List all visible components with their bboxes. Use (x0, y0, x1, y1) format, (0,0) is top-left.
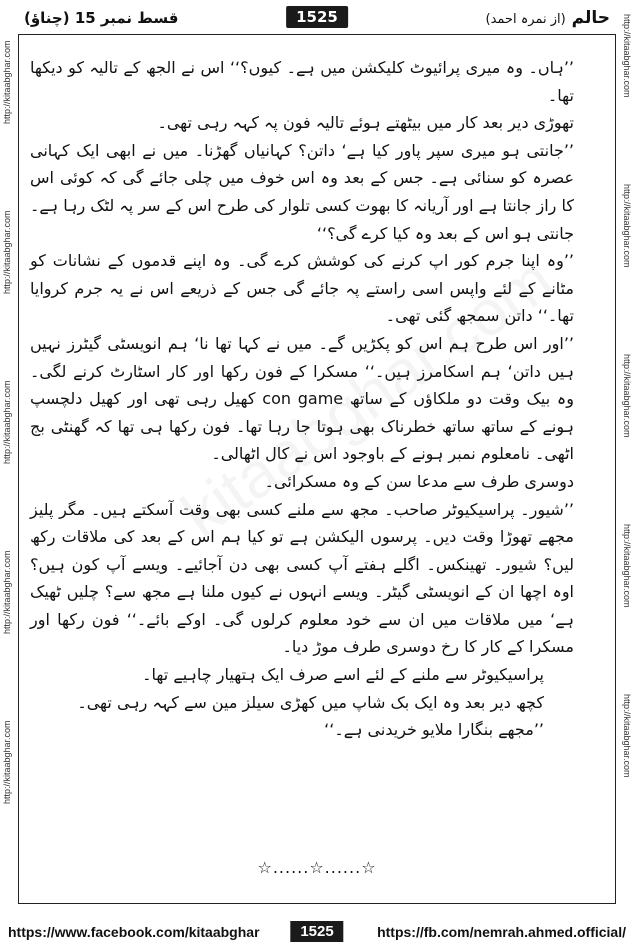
side-url[interactable]: http://kitaabghar.com (622, 14, 632, 98)
facebook-link-kitaabghar[interactable]: https://www.facebook.com/kitaabghar (8, 924, 260, 940)
paragraph: دوسری طرف سے مدعا سن کے وہ مسکرائی۔ (264, 471, 574, 491)
paragraph: پراسیکیوٹر سے ملنے کے لئے اسے صرف ایک ہتھیار چاہیے تھا۔ (142, 665, 544, 685)
page-header (18, 4, 616, 34)
story-text (30, 54, 604, 744)
title-text: حالم (571, 8, 610, 28)
novel-title (486, 8, 611, 28)
paragraph: تھوڑی دیر بعد کار میں بیٹھتے ہوئے تالیہ فون پہ کہہ رہی تھی۔ (157, 113, 574, 133)
header-page-number: 1525 (286, 6, 348, 28)
author-name: (از نمرہ احمد) (485, 12, 566, 27)
left-side-urls (0, 34, 16, 904)
side-url[interactable]: http://kitaabghar.com (622, 354, 632, 438)
side-url[interactable]: http://kitaabghar.com (2, 40, 12, 124)
paragraph: ’’شیور۔ پراسیکیوٹر صاحب۔ مجھ سے ملنے کسی بھی وقت آسکتے ہیں۔ مگر پلیز مجھے تھوڑا وقت دیں۔ پرسوں الیکشن ہے تو کیا ہم اس کے بعد کی ملاقات رکھ لیں؟ شیور۔ تھینکس۔ اگلے ہفتے آپ کسی بھی دن آجائیے۔ ویسے آپ کون ہیں؟ اوہ اچھا ان کے انویسٹی گیٹر۔ ویسے انہوں نے کیوں ملنا ہے مجھ سے؟ چلیں ٹھیک ہے‘ میں ملاقات میں ان سے خود معلوم کرلوں گی۔ اوکے بائے۔‘‘ فون رکھا اور مسکرا کے کار کا رخ دوسری طرف موڑ دیا۔ (30, 499, 574, 657)
right-side-urls (618, 14, 634, 904)
paragraph: ’’مجھے بنگارا ملایو خریدنی ہے۔‘‘ (324, 720, 544, 740)
side-url[interactable]: http://kitaabghar.com (2, 210, 12, 294)
side-url[interactable]: http://kitaabghar.com (622, 524, 632, 608)
scene-separator: ☆......☆......☆ (257, 858, 377, 877)
paragraph: ’’وہ اپنا جرم کور اپ کرنے کی کوشش کرے گی۔ وہ اپنے قدموں کے نشانات کو مٹانے کے لئے واپس اسی راستے پہ جائے گی جس کے ذریعے اس نے یہ جرم کروایا تھا۔‘‘ داتن سمجھ گئی تھی۔ (30, 251, 574, 326)
side-url[interactable]: http://kitaabghar.com (622, 184, 632, 268)
side-url[interactable]: http://kitaabghar.com (2, 550, 12, 634)
facebook-link-nemrah[interactable]: https://fb.com/nemrah.ahmed.official/ (377, 924, 626, 940)
side-url[interactable]: http://kitaabghar.com (2, 380, 12, 464)
side-url[interactable]: http://kitaabghar.com (622, 694, 632, 778)
page-footer (0, 918, 634, 946)
paragraph: کچھ دیر بعد وہ ایک بک شاپ میں کھڑی سیلز مین سے کہہ رہی تھی۔ (77, 692, 544, 712)
footer-page-number: 1525 (290, 921, 343, 942)
side-url[interactable]: http://kitaabghar.com (2, 720, 12, 804)
paragraph: ’’اور اس طرح ہم اس کو پکڑیں گے۔ میں نے کہا تھا نا‘ ہم انویسٹی گیٹرز نہیں ہیں داتن‘ ہم اسکامرز ہیں۔‘‘ مسکرا کے فون رکھا اور کار اسٹارٹ کرنے لگی۔ وہ بیک وقت دو ملکاؤں کے ساتھ con game کھیل رہی تھی اور کھیل دلچسپ ہونے کے ساتھ ساتھ خطرناک بھی ہوتا جا رہا تھا۔ فون رکھا ہی تھا کہ گھنٹی بج اٹھی۔ نامعلوم نمبر ہونے کے باوجود اس نے کال اٹھالی۔ (30, 333, 575, 464)
paragraph: ’’ہاں۔ وہ میری پرائیوٹ کلیکشن میں ہے۔ کیوں؟‘‘ اس نے الجھ کے تالیہ کو دیکھا تھا۔ (30, 58, 574, 105)
paragraph: ’’جانتی ہو میری سپر پاور کیا ہے‘ داتن؟ کہانیاں گھڑنا۔ میں نے ابھی ایک کہانی عصرہ کو سنائی ہے۔ جس کے بعد وہ اس خوف میں چلی جائے گی کہ کوئی اس کا راز جانتا ہے اور آریانہ کا بھوت کسی تلوار کی طرح اس کے سر پہ لٹک رہا ہے۔ جانتی ہو اس کے بعد وہ کیا کرے گی؟‘‘ (30, 140, 574, 243)
episode-label: قسط نمبر 15 (چناؤ) (24, 9, 179, 27)
